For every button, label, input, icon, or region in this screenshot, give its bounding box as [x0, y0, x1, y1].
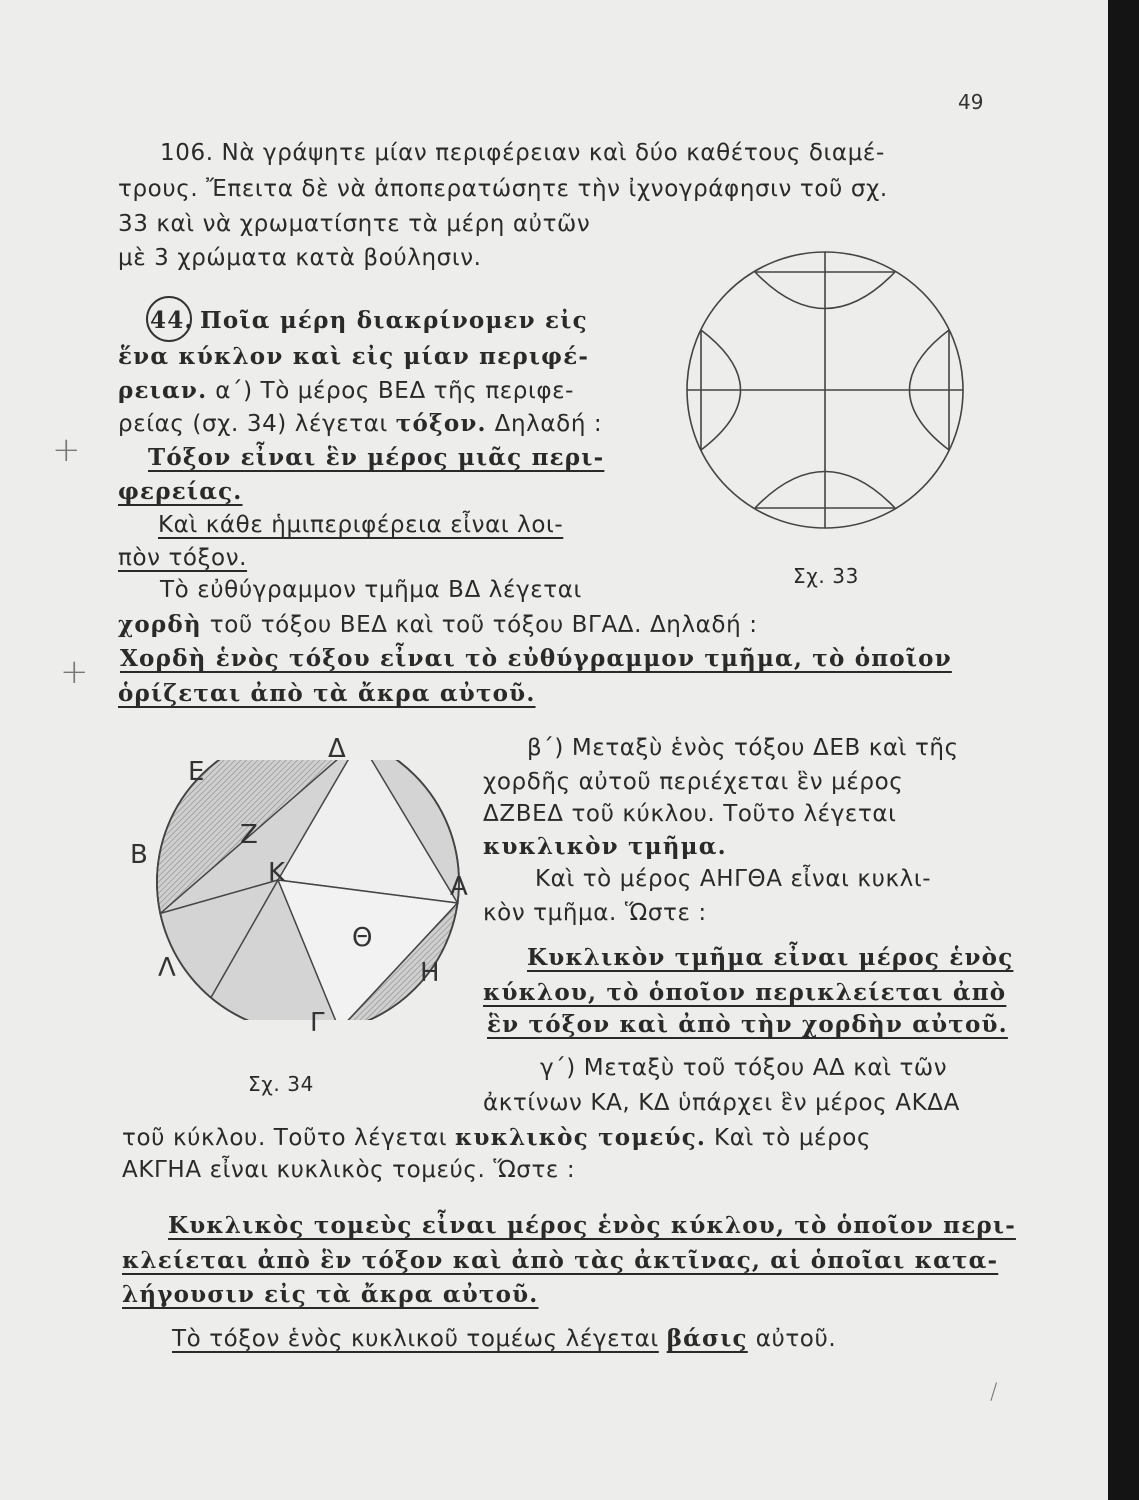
figure-34-label-gamma: Γ: [310, 1008, 325, 1038]
figure-33: [660, 250, 1000, 540]
section-line-3-text: α΄) Τὸ μέρος ΒΕΔ τῆς περιφε-: [215, 378, 575, 404]
definition-chord-line-1: Χορδὴ ἑνὸς τόξου εἶναι τὸ εὐθύγραμμον τμῆμα, τὸ ὁποῖον: [120, 645, 952, 672]
margin-plus-mark-2: +: [60, 652, 89, 692]
term-arc: τόξον.: [395, 410, 487, 437]
semicircle-line-1: Καὶ κάθε ἡμιπεριφέρεια εἶναι λοι-: [158, 512, 564, 538]
part-c-line-2: ἀκτίνων ΚΑ, ΚΔ ὑπάρχει ἓν μέρος ΑΚΔΑ: [483, 1090, 960, 1116]
definition-sector-line-3: λήγουσιν εἰς τὰ ἄκρα αὐτοῦ.: [122, 1281, 539, 1308]
definition-arc-line-2: φερείας.: [118, 478, 243, 505]
section-question-line-1: Ποῖα μέρη διακρίνομεν εἰς: [200, 307, 588, 334]
exercise-line-4: μὲ 3 χρώματα κατὰ βούλησιν.: [118, 245, 482, 271]
figure-34-label-epsilon: Ε: [188, 757, 205, 787]
definition-sector-line-2: κλείεται ἀπὸ ἓν τόξον καὶ ἀπὸ τὰς ἀκτῖνας, αἱ ὁποῖαι κατα-: [122, 1247, 999, 1274]
figure-34-label-kappa: Κ: [268, 858, 286, 888]
figure-34-label-delta: Δ: [328, 734, 346, 764]
section-number: 44.: [150, 307, 194, 334]
section-line-4: [118, 410, 602, 437]
part-c-line-4: ΑΚΓΗΑ εἶναι κυκλικὸς τομεύς. Ὥστε :: [122, 1157, 576, 1183]
figure-34-label-eta: Η: [420, 958, 440, 988]
part-c-line-1: γ΄) Μεταξὺ τοῦ τόξου ΑΔ καὶ τῶν: [540, 1055, 948, 1081]
scan-edge: [1108, 0, 1139, 1500]
term-chord: χορδὴ: [118, 611, 202, 638]
chord-line-2-text: τοῦ τόξου ΒΕΔ καὶ τοῦ τόξου ΒΓΑΔ. Δηλαδή :: [209, 612, 758, 638]
line-4-text-a: ρείας (σχ. 34) λέγεται: [118, 411, 388, 437]
definition-segment-line-1: Κυκλικὸν τμῆμα εἶναι μέρος ἑνὸς: [527, 944, 1014, 971]
figure-33-caption: Σχ. 33: [793, 564, 859, 588]
semicircle-line-2: πὸν τόξον.: [118, 545, 248, 571]
part-c-line-3-text-b: Καὶ τὸ μέρος: [714, 1125, 872, 1151]
part-b-line-2: χορδῆς αὐτοῦ περιέχεται ἓν μέρος: [483, 769, 904, 795]
base-line-text-b: αὐτοῦ.: [755, 1326, 837, 1352]
page-number: 49: [958, 90, 984, 114]
part-c-line-3-text-a: τοῦ κύκλου. Τοῦτο λέγεται: [122, 1125, 448, 1151]
part-b-line-3: ΔΖΒΕΔ τοῦ κύκλου. Τοῦτο λέγεται: [483, 801, 897, 827]
exercise-line-2: τρους. Ἔπειτα δὲ νὰ ἀποπερατώσητε τὴν ἰχνογράφησιν τοῦ σχ.: [118, 176, 888, 202]
definition-segment-line-2: κύκλου, τὸ ὁποῖον περικλείεται ἀπὸ: [483, 979, 1007, 1006]
base-line: [172, 1325, 836, 1352]
part-b-line-5: Καὶ τὸ μέρος ΑΗΓΘΑ εἶναι κυκλι-: [535, 866, 932, 892]
definition-segment-line-3: ἓν τόξον καὶ ἀπὸ τὴν χορδὴν αὐτοῦ.: [487, 1011, 1008, 1038]
term-base: βάσις: [666, 1325, 748, 1352]
figure-34-label-zeta: Ζ: [240, 820, 258, 850]
figure-34-label-beta: Β: [130, 840, 148, 870]
section-question-line-2: ἕνα κύκλον καὶ εἰς μίαν περιφέ-: [118, 343, 590, 370]
definition-chord-line-2: ὁρίζεται ἀπὸ τὰ ἄκρα αὐτοῦ.: [118, 680, 536, 707]
definition-arc-line-1: Τόξον εἶναι ἓν μέρος μιᾶς περι-: [148, 444, 605, 471]
chord-line-2: [118, 611, 758, 638]
exercise-line-1: 106. Νὰ γράψητε μίαν περιφέρειαν καὶ δύο καθέτους διαμέ-: [160, 140, 885, 166]
margin-plus-mark-1: +: [52, 430, 81, 470]
part-c-line-3: [122, 1124, 871, 1151]
part-b-line-1: β΄) Μεταξὺ ἑνὸς τόξου ΔΕΒ καὶ τῆς: [527, 735, 959, 761]
line-4-text-b: Δηλαδή :: [494, 411, 603, 437]
figure-34-label-alpha: Α: [450, 872, 468, 902]
figure-34-label-lambda: Λ: [158, 953, 176, 983]
base-line-text-a: Τὸ τόξον ἑνὸς κυκλικοῦ τομέως λέγεται: [172, 1326, 659, 1352]
term-circular-segment: κυκλικὸν τμῆμα.: [483, 833, 727, 860]
term-circular-sector: κυκλικὸς τομεύς.: [455, 1124, 707, 1151]
exercise-line-3: 33 καὶ νὰ χρωματίσητε τὰ μέρη αὐτῶν: [118, 211, 591, 237]
margin-slash-mark: /: [990, 1380, 998, 1405]
section-question-end: ρειαν.: [118, 377, 208, 404]
figure-34-label-theta: Θ: [352, 923, 373, 953]
definition-sector-line-1: Κυκλικὸς τομεὺς εἶναι μέρος ἑνὸς κύκλου, τὸ ὁποῖον περι-: [168, 1212, 1016, 1239]
chord-line-1: Τὸ εὐθύγραμμον τμῆμα ΒΔ λέγεται: [160, 577, 582, 603]
section-line-3: [118, 377, 574, 404]
figure-34-caption: Σχ. 34: [248, 1072, 314, 1096]
part-b-line-6: κὸν τμῆμα. Ὥστε :: [483, 900, 707, 926]
